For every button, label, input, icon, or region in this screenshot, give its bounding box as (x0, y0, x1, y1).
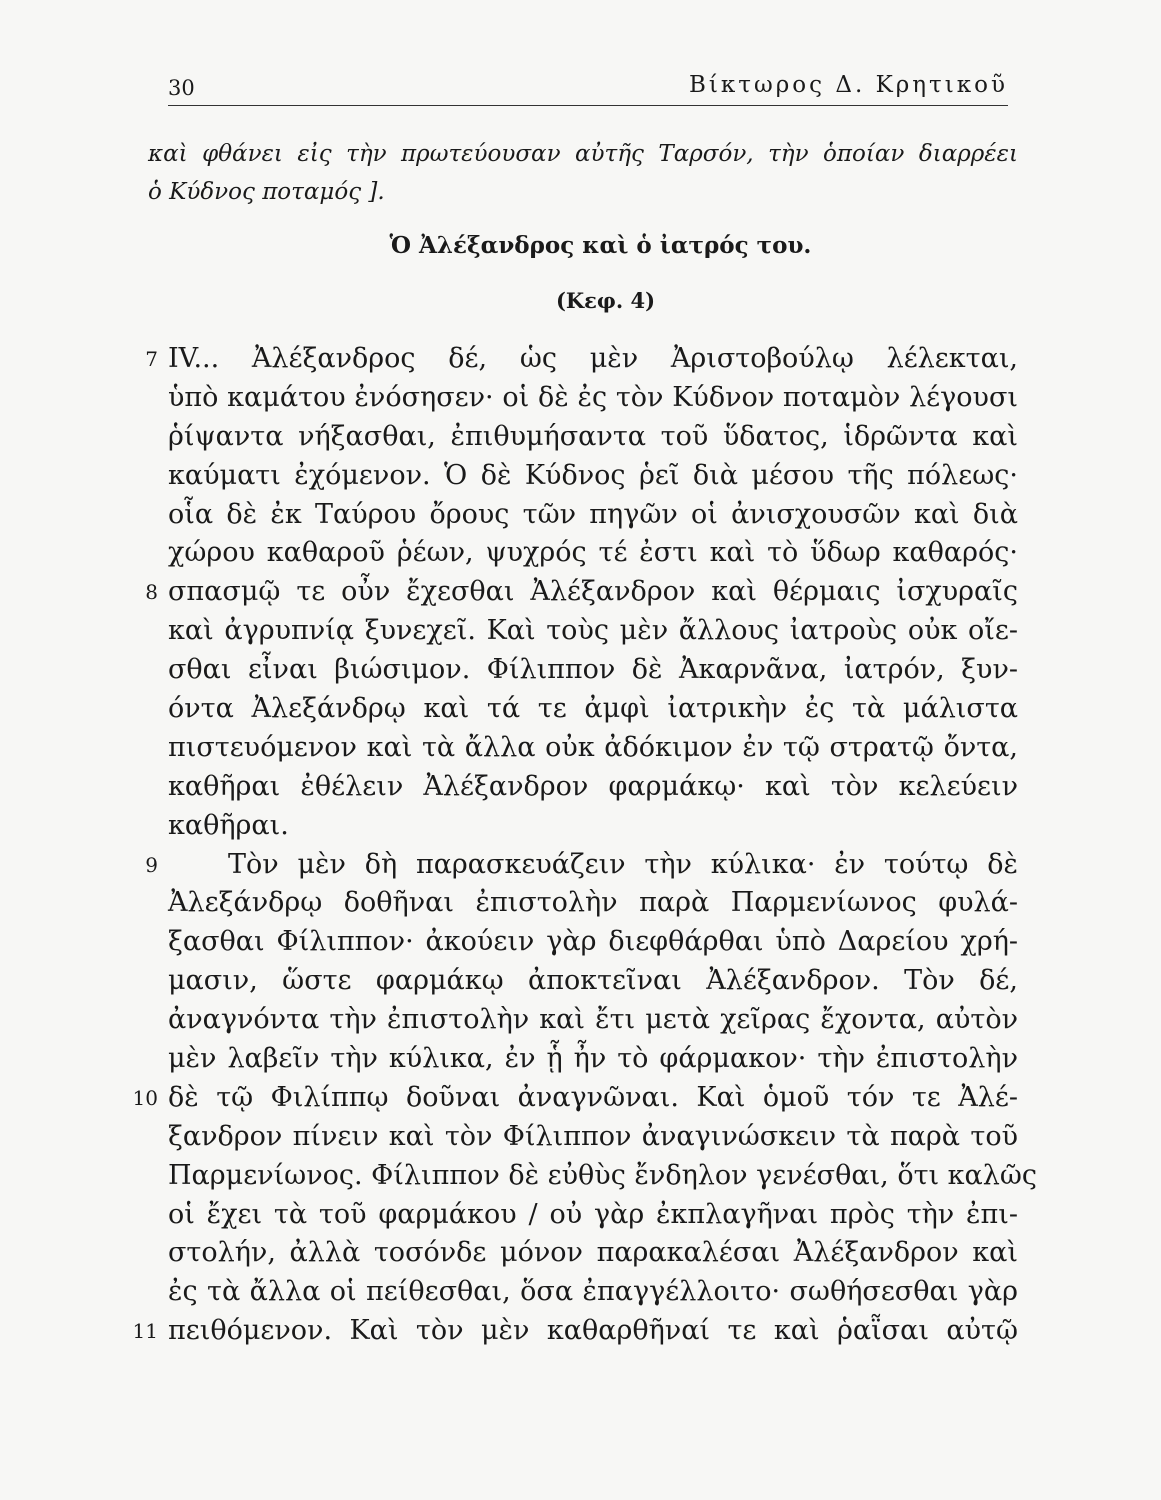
section-subtitle: (Κεφ. 4) (555, 288, 656, 313)
text-line (168, 729, 1018, 768)
text-line (145, 846, 1018, 885)
line-text: Ἀλεξάνδρῳ δοθῆναι ἐπιστολὴν παρὰ Παρμενίωνος φυλά- (168, 887, 1018, 919)
line-text: IV... Ἀλέξανδρος δέ, ὡς μὲν Ἀριστοβούλῳ λέλεκται, (168, 343, 1018, 374)
line-text: μασιν, ὥστε φαρμάκῳ ἀποκτεῖναι Ἀλέξανδρον. Τὸν δέ, (168, 965, 1018, 997)
text-line (168, 923, 1018, 962)
line-text: οἷα δὲ ἐκ Ταύρου ὄρους τῶν πηγῶν οἱ ἀνισχουσῶν καὶ διὰ (168, 498, 1018, 530)
line-text: καθῆραι. (168, 809, 289, 841)
text-line (168, 418, 1018, 457)
page-header (168, 72, 1008, 106)
page-number: 30 (168, 76, 195, 100)
line-text: χώρου καθαροῦ ῥέων, ψυχρός τέ ἐστι καὶ τὸ ὕδωρ καθαρός· (168, 537, 1018, 569)
line-number: 11 (132, 1319, 158, 1344)
line-text: Τὸν μὲν δὴ παρασκευάζειν τὴν κύλικα· ἐν τούτῳ δὲ (228, 848, 1018, 880)
line-text: στολήν, ἀλλὰ τοσόνδε μόνον παρακαλέσαι Ἀλέξανδρον καὶ (168, 1237, 1018, 1269)
text-line (168, 1234, 1018, 1273)
text-line (168, 1196, 1018, 1235)
line-text: πιστευόμενον καὶ τὰ ἄλλα οὐκ ἀδόκιμον ἐν τῷ στρατῷ ὄντα, (168, 731, 1018, 763)
main-text (132, 340, 1038, 1351)
text-line (168, 1118, 1018, 1157)
text-line (132, 1312, 1018, 1351)
text-line (168, 1157, 1038, 1196)
line-text: Παρμενίωνος. Φίλιππον δὲ εὐθὺς ἔνδηλον γενέσθαι, ὅτι καλῶς (168, 1159, 1038, 1191)
intro-line: καὶ φθάνει εἰς τὴν πρωτεύουσαν αὐτῆς Ταρσόν, τὴν ὁποίαν διαρρέει (148, 141, 1018, 167)
line-text: ἐς τὰ ἄλλα οἱ πείθεσθαι, ὅσα ἐπαγγέλλοιτο· σωθήσεσθαι γὰρ (168, 1276, 1018, 1308)
text-line (168, 612, 1018, 651)
line-text: ξανδρον πίνειν καὶ τὸν Φίλιππον ἀναγινώσκειν τὰ παρὰ τοῦ (168, 1120, 1018, 1152)
line-text: καθῆραι ἐθέλειν Ἀλέξανδρον φαρμάκῳ· καὶ τὸν κελεύειν (168, 770, 1018, 802)
section-title: Ὁ Ἀλέξανδρος καὶ ὁ ἰατρός του. (389, 232, 812, 259)
text-line (168, 651, 1018, 690)
line-number: 10 (132, 1085, 158, 1110)
text-line (168, 1273, 1018, 1312)
text-line (168, 1001, 1018, 1040)
line-text: δὲ τῷ Φιλίππῳ δοῦναι ἀναγνῶναι. Καὶ ὁμοῦ τόν τε Ἀλέ- (168, 1081, 1018, 1113)
text-line (168, 534, 1018, 573)
line-text: μὲν λαβεῖν τὴν κύλικα, ἐν ᾗ ἦν τὸ φάρμακον· τὴν ἐπιστολὴν (168, 1043, 1018, 1075)
text-line (168, 962, 1018, 1001)
text-line (168, 496, 1018, 535)
text-line (168, 1040, 1018, 1079)
text-line (168, 768, 1018, 807)
text-line (168, 690, 1018, 729)
text-line (168, 457, 1018, 496)
text-line (168, 379, 1018, 418)
text-line (145, 573, 1018, 612)
text-line (168, 884, 1018, 923)
line-text: ξασθαι Φίλιππον· ἀκούειν γὰρ διεφθάρθαι ὑπὸ Δαρείου χρή- (168, 926, 1018, 958)
intro-line: ὁ Κύδνος ποταμός ]. (148, 179, 385, 205)
line-text: ῥίψαντα νήξασθαι, ἐπιθυμήσαντα τοῦ ὕδατος, ἱδρῶντα καὶ (168, 420, 1018, 452)
line-text: καὶ ἀγρυπνίᾳ ξυνεχεῖ. Καὶ τοὺς μὲν ἄλλους ἰατροὺς οὐκ οἴε- (168, 615, 1018, 647)
line-text: οἱ ἔχει τὰ τοῦ φαρμάκου / οὐ γὰρ ἐκπλαγῆναι πρὸς τὴν ἐπι- (168, 1198, 1018, 1230)
header-rule (168, 105, 1008, 106)
text-line (145, 340, 1018, 379)
intro-paragraph (148, 135, 1018, 211)
line-text: σθαι εἶναι βιώσιμον. Φίλιππον δὲ Ἀκαρνᾶνα, ἰατρόν, ξυν- (168, 654, 1018, 686)
line-text: καύματι ἐχόμενον. Ὁ δὲ Κύδνος ῥεῖ διὰ μέσου τῆς πόλεως· (168, 459, 1018, 491)
line-number: 7 (145, 347, 158, 371)
running-head: Βίκτωρος Δ. Κρητικοῦ (689, 72, 1008, 98)
line-text: σπασμῷ τε οὖν ἔχεσθαι Ἀλέξανδρον καὶ θέρμαις ἰσχυραῖς (168, 576, 1018, 608)
line-text: ἀναγνόντα τὴν ἐπιστολὴν καὶ ἔτι μετὰ χεῖρας ἔχοντα, αὐτὸν (168, 1004, 1018, 1036)
line-text: όντα Ἀλεξάνδρῳ καὶ τά τε ἀμφὶ ἰατρικὴν ἐς τὰ μάλιστα (168, 693, 1018, 725)
line-text: πειθόμενον. Καὶ τὸν μὲν καθαρθῆναί τε καὶ ῥαῗσαι αὐτῷ (168, 1315, 1018, 1347)
line-text: ὑπὸ καμάτου ἐνόσησεν· οἱ δὲ ἐς τὸν Κύδνον ποταμὸν λέγουσι (168, 381, 1018, 413)
line-number: 8 (145, 580, 158, 605)
text-line (132, 1079, 1018, 1118)
text-line (168, 807, 1018, 846)
line-number: 9 (145, 852, 158, 877)
